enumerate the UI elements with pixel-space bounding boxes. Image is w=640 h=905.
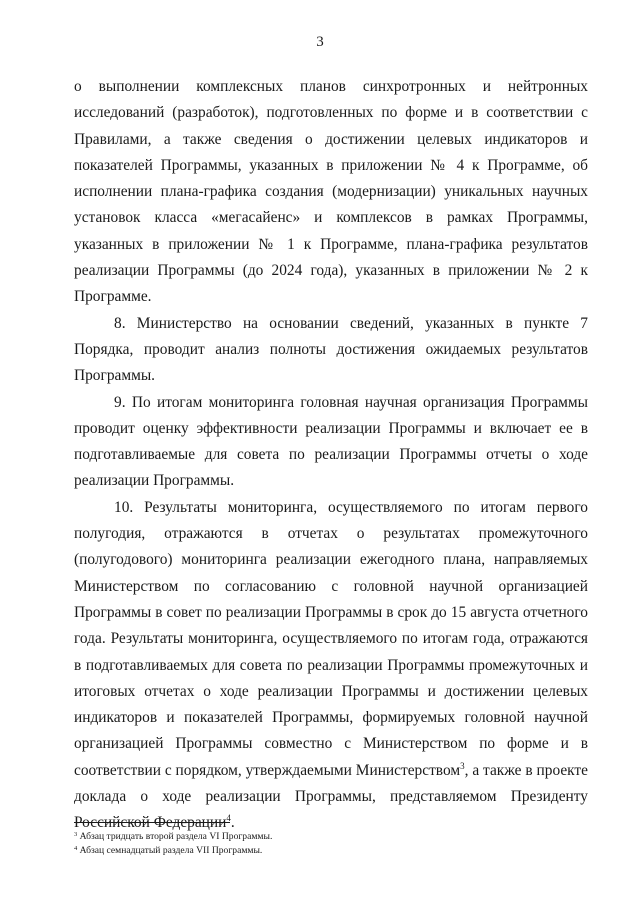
paragraph-item-10-part-c: .	[230, 814, 235, 832]
document-body	[74, 74, 588, 837]
footnote-mark: 4	[74, 845, 78, 852]
paragraph-item-10	[74, 495, 588, 837]
footnote-ref-3: 3	[460, 760, 465, 771]
footnote-4	[74, 844, 588, 858]
footnotes	[74, 830, 588, 858]
footnote-ref-4: 4	[226, 813, 231, 824]
paragraph-item-10-part-a: 10. Результаты мониторинга, осуществляемого по итогам первого полугодия, отражаются в отчетах о результатах промежуточного (полугодового) мониторинга реализации ежегодного плана, направляемых Министерством по согласованию с головной научной организацией Программы в совет по реализации Программы в срок до 15 августа отчетного года. Результаты мониторинга, осуществляемого по итогам года, отражаются в подготавливаемых для совета по реализации Программы промежуточных и итоговых отчетах о ходе реализации Программы и достижении целевых индикаторов и показателей Программы, формируемых головной научной организацией Программы совместно с Министерством по форме и в соответствии с порядком, утверждаемыми Министерством	[74, 498, 588, 779]
footnote-mark: 3	[74, 831, 78, 838]
paragraph-item-8: 8. Министерство на основании сведений, указанных в пункте 7 Порядка, проводит анализ полноты достижения ожидаемых результатов Программы.	[74, 314, 588, 385]
footnote-3	[74, 830, 588, 844]
paragraph-item-10-part-b: , а также в проекте доклада о ходе реализации Программы, представляемом Президенту Российской Федерации	[74, 761, 588, 832]
page-number: 3	[316, 34, 324, 50]
footnote-text: Абзац тридцать второй раздела VI Программы.	[77, 831, 273, 842]
paragraph-continuation: о выполнении комплексных планов синхротронных и нейтронных исследований (разработок), подготовленных по форме и в соответствии с Правилами, а также сведения о достижении целевых индикаторов и показателей Программы, указанных в приложении № 4 к Программе, об исполнении плана-графика создания (модернизации) уникальных научных установок класса «мегасайенс» и комплексов в рамках Программы, указанных в приложении № 1 к Программе, плана-графика результатов реализации Программы (до 2024 года), указанных в приложении № 2 к Программе.	[74, 78, 588, 306]
footnote-separator	[74, 822, 230, 823]
footnote-text: Абзац семнадцатый раздела VII Программы.	[77, 845, 263, 856]
paragraph-item-9: 9. По итогам мониторинга головная научная организация Программы проводит оценку эффективности реализации Программы и включает ее в подготавливаемые для совета по реализации Программы отчеты о ходе реализации Программы.	[74, 393, 588, 490]
